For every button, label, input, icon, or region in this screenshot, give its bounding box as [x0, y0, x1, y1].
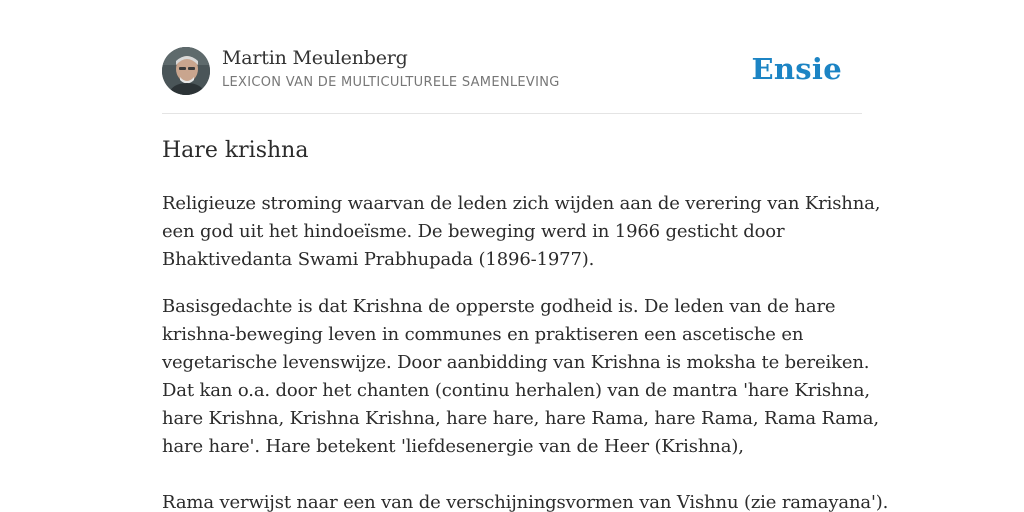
article-title: Hare krishna	[162, 138, 309, 163]
paragraph-line: hare hare'. Hare betekent 'liefdesenergie van de Heer (Krishna),	[162, 436, 744, 457]
paragraph-line: Rama verwijst naar een van de verschijningsvormen van Vishnu (zie ramayana').	[162, 492, 889, 512]
author-photo-icon	[162, 47, 210, 95]
publication-name[interactable]: LEXICON VAN DE MULTICULTURELE SAMENLEVING	[222, 75, 560, 90]
article-paragraph	[162, 190, 881, 274]
author-avatar[interactable]	[162, 47, 210, 95]
paragraph-line: Religieuze stroming waarvan de leden zich wijden aan de verering van Krishna,	[162, 193, 881, 214]
article-paragraph	[162, 489, 889, 512]
paragraph-line: vegetarische levenswijze. Door aanbidding van Krishna is moksha te bereiken.	[162, 352, 870, 373]
paragraph-line: Basisgedachte is dat Krishna de opperste godheid is. De leden van de hare	[162, 296, 836, 317]
article-header	[162, 46, 862, 96]
article-page	[162, 0, 889, 512]
paragraph-line: hare Krishna, Krishna Krishna, hare hare, hare Rama, hare Rama, Rama Rama,	[162, 408, 879, 429]
paragraph-line: Dat kan o.a. door het chanten (continu herhalen) van de mantra 'hare Krishna,	[162, 380, 870, 401]
paragraph-line: Bhaktivedanta Swami Prabhupada (1896-1977).	[162, 249, 595, 270]
article-paragraph	[162, 293, 879, 461]
ensie-logo[interactable]: Ensie	[751, 52, 842, 86]
author-name[interactable]: Martin Meulenberg	[222, 47, 408, 69]
paragraph-line: een god uit het hindoeïsme. De beweging werd in 1966 gesticht door	[162, 221, 785, 242]
header-divider	[162, 113, 862, 114]
paragraph-line: krishna-beweging leven in communes en praktiseren een ascetische en	[162, 324, 804, 345]
